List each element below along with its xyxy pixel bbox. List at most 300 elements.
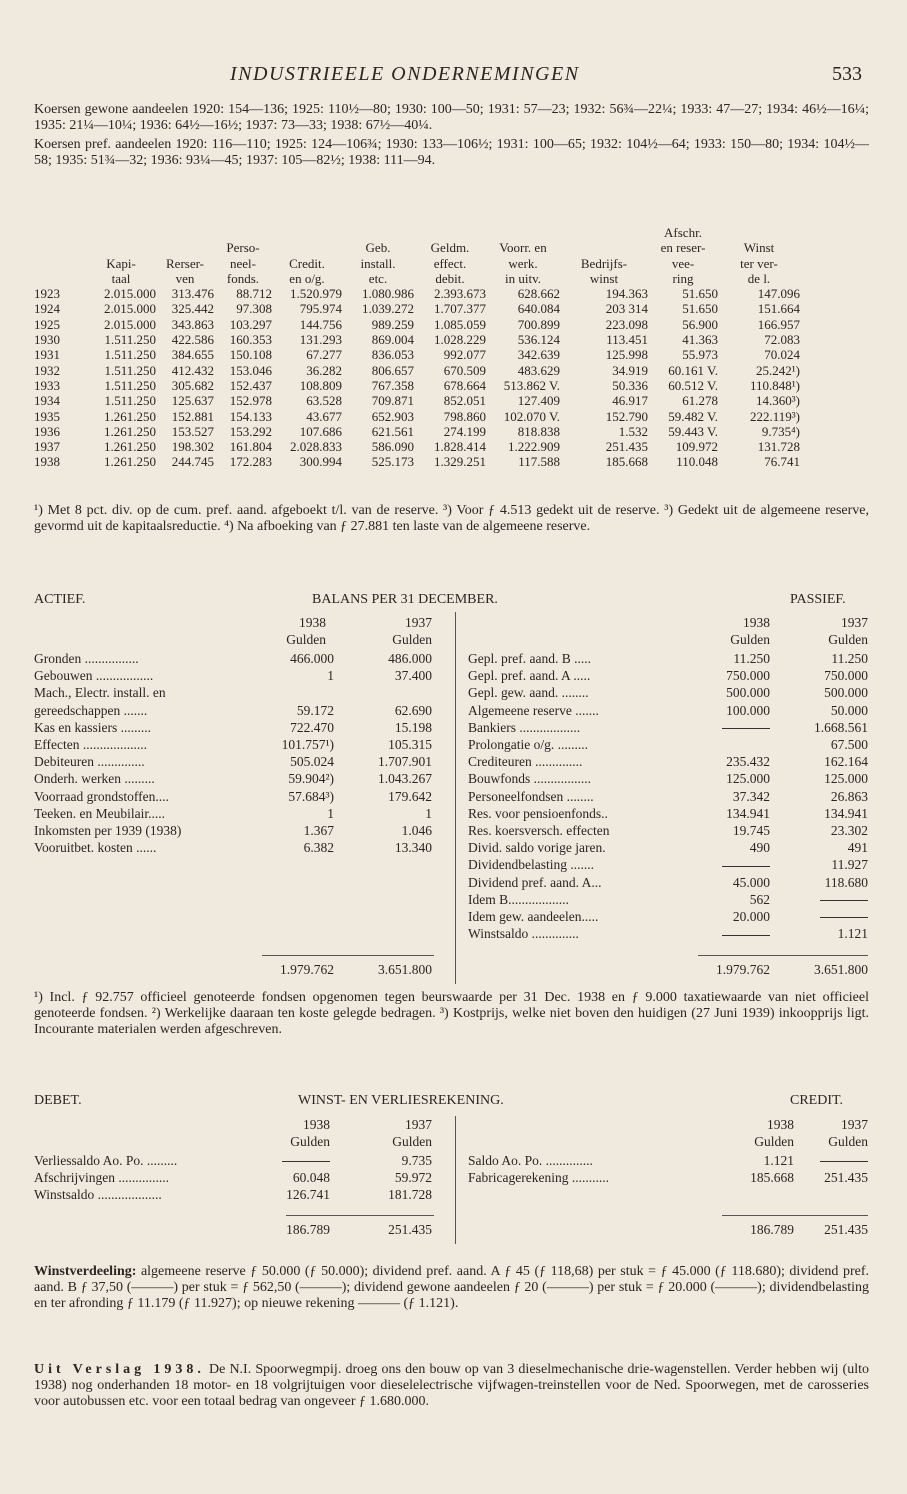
actief-value-1937: 13.340	[394, 840, 432, 856]
column-header	[342, 225, 414, 286]
table-cell: 61.278	[682, 393, 718, 409]
column-header-line: neel-	[230, 255, 256, 271]
table-cell: 154.133	[229, 408, 272, 424]
table-cell: 55.973	[682, 347, 718, 363]
balance-footnotes: ¹) Incl. ƒ 92.757 officieel genoteerde fondsen opgenomen tegen beurswaarde per 31 Dec. 1938 en ƒ 9.000 taxatiewaarde van niet officieel genoteerde fondsen. ²) Werkelijke daaraan ten koste gelegde bedragen. ³) Kostprijs, welke niet boven den huidigen (27 Juni 1939) inkoopprijs ligt. Incourante materialen werden afgeschreven.	[34, 990, 869, 1037]
actief-label: Vooruitbet. kosten ......	[34, 840, 157, 856]
column-header-line: en o/g.	[289, 270, 325, 286]
passief-value-1938: 37.342	[732, 788, 770, 804]
passief-label: Winstsaldo ..............	[468, 926, 579, 942]
table-cell: 992.077	[443, 347, 486, 363]
passief-value-1938: 750.000	[726, 668, 770, 684]
dash-placeholder	[722, 935, 770, 936]
column-header	[86, 225, 156, 286]
actief-value-1938: 1	[327, 805, 334, 821]
credit-value-1937	[820, 1153, 868, 1169]
passief-value-1937: 50.000	[830, 702, 868, 718]
financial-history-table	[34, 225, 800, 470]
wv-divider	[455, 1116, 456, 1244]
table-cell: 147.096	[757, 286, 800, 302]
row-year: 1932	[34, 362, 60, 378]
passief-value-1938: 100.000	[726, 702, 770, 718]
table-cell: 640.084	[517, 301, 560, 317]
actief-label: Teeken. en Meubilair.....	[34, 805, 166, 821]
table-cell: 63.528	[306, 393, 342, 409]
table-cell: 166.957	[757, 316, 800, 332]
credit-label: Fabricagerekening ...........	[468, 1170, 609, 1186]
passief-value-1938: 125.000	[726, 771, 770, 787]
column-header-line: vee-	[671, 255, 695, 271]
passief-value-1938	[722, 857, 770, 873]
actief-value-1937: 1.707.901	[378, 754, 432, 770]
column-header	[648, 225, 718, 286]
table-row	[34, 424, 800, 439]
table-cell: 2.015.000	[104, 316, 156, 332]
table-cell: 127.409	[517, 393, 560, 409]
column-header-line: Bedrijfs-	[580, 255, 628, 271]
table-cell: 1.511.250	[104, 377, 156, 393]
table-row	[34, 378, 800, 393]
credit-value-1937: 251.435	[824, 1170, 868, 1186]
table-cell: 125.637	[171, 393, 214, 409]
column-header-line: Geb.	[365, 240, 391, 256]
table-cell: 59.443 V.	[668, 423, 718, 439]
table-cell: 76.741	[764, 454, 800, 470]
table-cell: 151.664	[757, 301, 800, 317]
table-cell: 586.090	[371, 439, 414, 455]
table-cell: 989.259	[371, 316, 414, 332]
koersen-pref: Koersen pref. aandeelen 1920: 116—110; 1925: 124—106¾; 1930: 133—106½; 1931: 100—65; 1932: 104½—64; 1933: 150—80; 1934: 104½—58; 1935: 51¾—32; 1936: 93¼—45; 1937: 105—82½; 1938: 111—94.	[34, 137, 869, 168]
passief-value-1938: 20.000	[732, 909, 770, 924]
table-cell: 152.437	[229, 377, 272, 393]
credit-value-1938: 185.668	[750, 1170, 794, 1186]
table-cell: 160.353	[229, 332, 272, 348]
table-cell: 274.199	[443, 423, 486, 439]
row-year: 1924	[34, 301, 60, 317]
passief-value-1937	[820, 892, 868, 908]
dash-placeholder	[820, 900, 868, 901]
row-year: 1931	[34, 347, 60, 363]
table-cell: 9.735⁴)	[761, 423, 800, 439]
table-row	[34, 317, 800, 332]
credit-total-rule	[722, 1215, 868, 1216]
actief-label: Inkomsten per 1939 (1938)	[34, 823, 182, 838]
column-header	[156, 225, 214, 286]
passief-value-1938: 11.250	[733, 651, 770, 666]
row-year: 1925	[34, 316, 60, 332]
row-year: 1937	[34, 439, 60, 455]
debet-heading: DEBET.	[34, 1093, 82, 1108]
actief-total-rule	[262, 955, 434, 956]
debet-value-1938: 126.741	[286, 1187, 330, 1203]
passief-value-1937: 1.668.561	[814, 719, 868, 735]
table-cell: 678.664	[443, 377, 486, 393]
credit-unit-b: Gulden	[828, 1134, 868, 1149]
passief-label: Res. voor pensioenfonds..	[468, 805, 608, 821]
table-cell: 342.639	[517, 347, 560, 363]
debet-unit-a: Gulden	[290, 1134, 330, 1149]
table-cell: 869.004	[371, 332, 414, 348]
table-cell: 25.242¹)	[756, 362, 800, 378]
passief-label: Gepl. gew. aand. ........	[468, 685, 589, 701]
table-cell: 67.277	[306, 347, 342, 363]
column-header	[414, 225, 486, 286]
table-cell: 1.329.251	[434, 454, 486, 470]
actief-total-b: 3.651.800	[378, 962, 432, 977]
debet-total-rule	[286, 1215, 434, 1216]
actief-value-1938: 101.757¹)	[281, 737, 334, 752]
actief-value-1938: 6.382	[303, 840, 334, 856]
passief-label: Divid. saldo vorige jaren.	[468, 840, 606, 856]
verslag-label: Uit Verslag 1938.	[34, 1362, 205, 1377]
dash-placeholder	[820, 917, 868, 918]
table-cell: 1.261.250	[104, 408, 156, 424]
table-cell: 152.978	[229, 393, 272, 409]
table-cell: 56.900	[682, 316, 718, 332]
debet-label: Verliessaldo Ao. Po. .........	[34, 1153, 178, 1168]
balans-title: BALANS PER 31 DECEMBER.	[312, 592, 498, 607]
passief-label: Dividendbelasting .......	[468, 857, 594, 873]
table-cell: 1.222.909	[508, 439, 560, 455]
table-cell: 222.119³)	[750, 408, 800, 424]
dash-placeholder	[282, 1161, 330, 1162]
table-cell: 700.899	[517, 316, 560, 332]
table-cell: 198.302	[171, 439, 214, 455]
table-cell: 384.655	[171, 347, 214, 363]
column-header-line: Perso-	[226, 240, 260, 256]
table-cell: 110.048	[676, 454, 718, 470]
table-row	[34, 393, 800, 408]
passief-label: Gepl. pref. aand. B .....	[468, 651, 591, 666]
table-cell: 109.972	[675, 439, 718, 455]
table-cell: 1.707.377	[434, 301, 486, 317]
passief-year-a: 1938	[743, 615, 770, 630]
table-cell: 1.511.250	[104, 393, 156, 409]
table-row	[34, 332, 800, 347]
column-header-line: de l.	[747, 270, 771, 286]
winstverdeeling-text: algemeene reserve ƒ 50.000 (ƒ 50.000); dividend pref. aand. A ƒ 45 (ƒ 118,68) per stuk = ƒ 45.000 (ƒ 118.680); dividend pref. aand. B ƒ 37,50 (———) per stuk = ƒ 562,50 (———); dividend gewone aandeelen ƒ 20 (———) per stuk = ƒ 20.000 (———); dividendbelasting en ter afronding ƒ 11.179 (ƒ 11.927); op nieuwe rekening ——— (ƒ 1.121).	[34, 1264, 869, 1311]
table-cell: 172.283	[229, 454, 272, 470]
table-cell: 709.871	[371, 393, 414, 409]
passief-value-1937	[820, 909, 868, 925]
passief-value-1937: 750.000	[824, 668, 868, 684]
table-cell: 103.297	[229, 316, 272, 332]
passief-value-1937: 118.680	[824, 874, 868, 890]
passief-value-1937: 125.000	[824, 771, 868, 787]
table-cell: 144.756	[299, 316, 342, 332]
table-cell: 1.511.250	[104, 332, 156, 348]
credit-label: Saldo Ao. Po. ..............	[468, 1153, 593, 1168]
table-cell: 107.686	[299, 423, 342, 439]
column-header-line: en reser-	[660, 240, 706, 256]
debet-value-1937: 59.972	[394, 1170, 432, 1186]
actief-label: Debiteuren ..............	[34, 754, 145, 770]
debet-label: Afschrijvingen ...............	[34, 1170, 169, 1186]
table-cell: 1.511.250	[104, 362, 156, 378]
column-header-line: ven	[175, 270, 195, 286]
passief-value-1938: 490	[749, 840, 770, 856]
table-cell: 223.098	[605, 316, 648, 332]
actief-value-1938: 1.367	[303, 823, 334, 838]
table-cell: 2.015.000	[104, 286, 156, 302]
passief-label: Bankiers ..................	[468, 719, 581, 735]
passief-label: Bouwfonds .................	[468, 771, 592, 787]
actief-value-1938: 1	[327, 668, 334, 684]
table-cell: 1.261.250	[104, 423, 156, 439]
debet-value-1937: 181.728	[388, 1187, 432, 1203]
actief-label: Voorraad grondstoffen....	[34, 788, 169, 804]
column-header-line: debit.	[435, 270, 465, 286]
table-cell: 46.917	[612, 393, 648, 409]
credit-heading: CREDIT.	[790, 1093, 844, 1108]
passief-value-1937: 1.121	[837, 926, 868, 942]
table-row	[34, 301, 800, 316]
table-cell: 153.046	[229, 362, 272, 378]
koersen-section	[34, 102, 869, 169]
passief-label: Dividend pref. aand. A...	[468, 874, 602, 890]
credit-year-a: 1938	[767, 1117, 794, 1132]
table-cell: 836.053	[371, 347, 414, 363]
actief-value-1938: 57.684³)	[288, 788, 334, 804]
passief-value-1938	[722, 720, 770, 736]
running-title: INDUSTRIEELE ONDERNEMINGEN	[230, 63, 580, 85]
debet-year-a: 1938	[303, 1117, 330, 1132]
passief-value-1937: 134.941	[824, 805, 868, 821]
column-header-line: ring	[672, 270, 694, 286]
winstverdeeling-label: Winstverdeeling:	[34, 1264, 137, 1279]
table-cell: 2.015.000	[104, 301, 156, 317]
actief-value-1937: 62.690	[394, 702, 432, 718]
table-cell: 1.080.986	[362, 286, 414, 302]
passief-label: Crediteuren ..............	[468, 754, 583, 770]
table-cell: 621.561	[371, 423, 414, 439]
column-header-line: Geldm.	[430, 240, 470, 256]
passief-total-a: 1.979.762	[716, 962, 770, 977]
table-cell: 50.336	[612, 377, 648, 393]
table-cell: 185.668	[605, 454, 648, 470]
table-cell: 852.051	[443, 393, 486, 409]
table-cell: 150.108	[229, 347, 272, 363]
debet-value-1938: 60.048	[292, 1170, 330, 1186]
table-cell: 88.712	[236, 286, 272, 302]
table-row	[34, 286, 800, 301]
table-cell: 251.435	[605, 439, 648, 455]
passief-value-1937: 11.927	[831, 857, 868, 873]
table-cell: 117.588	[518, 454, 560, 470]
passief-value-1937: 162.164	[824, 754, 868, 770]
actief-label: Gebouwen .................	[34, 668, 154, 684]
table-cell: 244.745	[171, 454, 214, 470]
credit-total-b: 251.435	[824, 1222, 868, 1237]
debet-label: Winstsaldo ...................	[34, 1187, 162, 1203]
table-cell: 818.838	[517, 423, 560, 439]
table-cell: 422.586	[171, 332, 214, 348]
table-cell: 194.363	[605, 286, 648, 302]
actief-label: Mach., Electr. install. en	[34, 685, 166, 701]
passief-value-1937: 491	[847, 840, 868, 856]
passief-value-1938: 45.000	[732, 874, 770, 890]
table-cell: 1.532	[618, 423, 648, 439]
actief-value-1937: 15.198	[394, 719, 432, 735]
dash-placeholder	[820, 1161, 868, 1162]
table-cell: 110.848¹)	[750, 377, 800, 393]
passief-unit-a: Gulden	[730, 632, 770, 647]
wv-title: WINST- EN VERLIESREKENING.	[298, 1093, 504, 1108]
verslag-paragraph	[34, 1362, 869, 1410]
table-row	[34, 363, 800, 378]
actief-heading: ACTIEF.	[34, 592, 86, 607]
table-cell: 153.292	[229, 423, 272, 439]
table-cell: 305.682	[171, 377, 214, 393]
table-row	[34, 454, 800, 469]
column-header-line: in uitv.	[505, 270, 541, 286]
dash-placeholder	[722, 866, 770, 867]
row-year: 1923	[34, 286, 60, 302]
column-header-line: winst	[589, 270, 619, 286]
table-cell: 70.024	[764, 347, 800, 363]
row-year: 1933	[34, 377, 60, 393]
column-header	[560, 225, 648, 286]
passief-value-1937: 23.302	[830, 823, 868, 838]
column-header-line: effect.	[433, 255, 467, 271]
column-header-line: fonds.	[226, 270, 260, 286]
column-header-line: Afschr.	[664, 225, 702, 240]
table-cell: 59.482 V.	[668, 408, 718, 424]
passief-value-1937: 67.500	[830, 737, 868, 752]
debet-total-b: 251.435	[388, 1222, 432, 1237]
debet-value-1938	[282, 1153, 330, 1169]
table-cell: 108.809	[299, 377, 342, 393]
table-cell: 483.629	[517, 362, 560, 378]
passief-value-1938	[722, 926, 770, 942]
passief-unit-b: Gulden	[828, 632, 868, 647]
balans-divider	[455, 612, 456, 984]
passief-label: Idem gew. aandeelen.....	[468, 909, 599, 924]
table-cell: 34.919	[612, 362, 648, 378]
actief-value-1937: 37.400	[394, 668, 432, 684]
header-year	[34, 225, 86, 286]
actief-value-1938: 59.904²)	[288, 771, 334, 787]
debet-unit-b: Gulden	[392, 1134, 432, 1149]
table-cell: 51.650	[682, 286, 718, 302]
table-cell: 60.161 V.	[668, 362, 718, 378]
column-header-line: taal	[111, 270, 131, 286]
column-header-line: werk.	[508, 255, 538, 271]
table-footnotes: ¹) Met 8 pct. div. op de cum. pref. aand. afgeboekt t/l. van de reserve. ³) Voor ƒ 4.513 gedekt uit de reserve. ³) Gedekt uit de algemeene reserve, gevormd uit de kapitaalsreductie. ⁴) Na afboeking van ƒ 27.881 ten laste van de algemeene reserve.	[34, 503, 869, 534]
column-header-line: Winst	[743, 240, 775, 256]
koersen-gewone: Koersen gewone aandeelen 1920: 154—136; 1925: 110½—80; 1930: 100—50; 1931: 57—23; 1932: 56¾—22¼; 1933: 47—27; 1934: 46½—16¼; 1935: 21¼—10¼; 1936: 64½—16½; 1937: 73—33; 1938: 67½—40¼.	[34, 102, 869, 133]
table-cell: 1.520.979	[290, 286, 342, 302]
actief-value-1937: 1.043.267	[378, 771, 432, 787]
column-header-line: install.	[360, 255, 396, 271]
table-cell: 325.442	[171, 301, 214, 317]
column-header-line: etc.	[368, 270, 388, 286]
table-cell: 670.509	[443, 362, 486, 378]
column-header	[718, 225, 800, 286]
actief-value-1938: 59.172	[296, 702, 334, 718]
table-cell: 161.804	[229, 439, 272, 455]
actief-value-1937: 486.000	[388, 651, 432, 666]
actief-value-1937: 179.642	[388, 788, 432, 804]
passief-year-b: 1937	[841, 615, 868, 630]
table-cell: 152.790	[605, 408, 648, 424]
actief-label: Gronden ................	[34, 651, 139, 666]
table-cell: 72.083	[764, 332, 800, 348]
table-cell: 1.511.250	[104, 347, 156, 363]
passief-label: Idem B..................	[468, 891, 569, 907]
table-cell: 43.677	[306, 408, 342, 424]
actief-label: Effecten ...................	[34, 737, 147, 752]
table-cell: 806.657	[371, 362, 414, 378]
table-cell: 1.039.272	[362, 301, 414, 317]
table-cell: 125.998	[605, 347, 648, 363]
table-cell: 1.261.250	[104, 439, 156, 455]
actief-unit-b: Gulden	[392, 632, 432, 647]
actief-value-1937: 1.046	[401, 823, 432, 838]
table-cell: 767.358	[371, 377, 414, 393]
column-header-line: Voorr. en	[499, 240, 547, 256]
passief-value-1938: 134.941	[726, 805, 770, 821]
actief-total-a: 1.979.762	[280, 962, 334, 977]
table-cell: 113.451	[606, 332, 648, 348]
actief-label: Kas en kassiers .........	[34, 719, 151, 735]
table-cell: 536.124	[517, 332, 560, 348]
actief-year-b: 1937	[405, 615, 432, 630]
page-number: 533	[832, 63, 862, 85]
column-header-line: Credit.	[289, 255, 325, 271]
table-row	[34, 347, 800, 362]
actief-value-1938: 466.000	[290, 651, 334, 666]
table-cell: 36.282	[306, 362, 342, 378]
passief-value-1938: 235.432	[726, 754, 770, 770]
actief-label: gereedschappen .......	[34, 702, 148, 718]
table-cell: 60.512 V.	[668, 377, 718, 393]
passief-value-1938: 19.745	[732, 823, 770, 838]
row-year: 1935	[34, 408, 60, 424]
table-cell: 798.860	[443, 408, 486, 424]
passief-value-1937: 26.863	[830, 788, 868, 804]
table-cell: 1.828.414	[434, 439, 486, 455]
row-year: 1934	[34, 393, 60, 409]
passief-value-1937: 11.250	[831, 651, 868, 666]
winstverdeeling-paragraph	[34, 1264, 869, 1312]
table-cell: 102.070 V.	[503, 408, 560, 424]
table-cell: 152.881	[171, 408, 214, 424]
actief-unit-a: Gulden	[286, 632, 326, 647]
actief-year-a: 1938	[299, 615, 326, 630]
actief-label: Onderh. werken .........	[34, 771, 155, 787]
credit-unit-a: Gulden	[754, 1134, 794, 1149]
column-header-line: Kapi-	[106, 255, 136, 271]
table-cell: 300.994	[299, 454, 342, 470]
table-cell: 131.293	[299, 332, 342, 348]
dash-placeholder	[722, 728, 770, 729]
actief-value-1938: 722.470	[290, 719, 334, 735]
table-cell: 652.903	[371, 408, 414, 424]
row-year: 1938	[34, 454, 60, 470]
table-cell: 41.363	[682, 332, 718, 348]
column-header	[272, 225, 342, 286]
passief-value-1938: 562	[749, 891, 770, 907]
debet-year-b: 1937	[405, 1117, 432, 1132]
table-cell: 97.308	[236, 301, 272, 317]
passief-total-rule	[698, 955, 868, 956]
table-cell: 14.360³)	[756, 393, 800, 409]
row-year: 1936	[34, 423, 60, 439]
passief-value-1938: 500.000	[726, 685, 770, 701]
credit-value-1938: 1.121	[763, 1153, 794, 1168]
debet-total-a: 186.789	[286, 1222, 330, 1237]
